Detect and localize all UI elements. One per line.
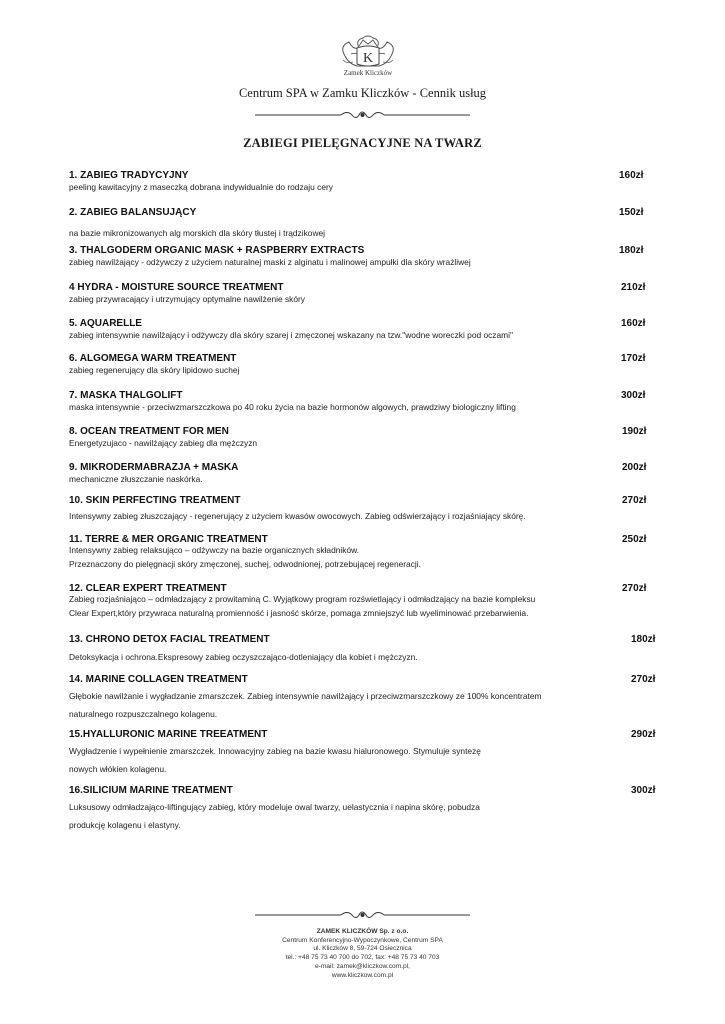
treatment-description: Głębokie nawilżanie i wygładzanie zmarszczek. Zabieg intensywnie nawilżający i przeciwzmarszczkowy ze 100% koncentratem xyxy=(69,691,542,701)
treatment-price: 170zł xyxy=(621,353,646,364)
treatment-price: 190zł xyxy=(622,426,647,437)
treatment-item xyxy=(69,462,659,484)
treatment-name: 1. ZABIEG TRADYCYJNY xyxy=(69,170,189,181)
ornament-divider-bottom xyxy=(255,908,470,922)
treatment-description: naturalnego rozpuszczalnego kolagenu. xyxy=(69,709,218,719)
logo-caption: Zamek Kliczków xyxy=(343,69,393,77)
treatment-description: maska intensywnie - przeciwzmarszczkowa po 40 roku życia na bazie hormonów algowych, prawdziwy biologiczny lifting xyxy=(69,402,516,412)
treatment-name: 7. MASKA THALGOLIFT xyxy=(69,390,183,401)
treatment-price: 200zł xyxy=(622,462,647,473)
treatment-name: 9. MIKRODERMABRAZJA + MASKA xyxy=(69,462,239,473)
treatment-description: peeling kawitacyjny z maseczką dobrana indywidualnie do rodzaju cery xyxy=(69,182,333,192)
treatment-description: Wygładzenie i wypełnienie zmarszczek. Innowacyjny zabieg na bazie kwasu hialuronowego. Stymuluje syntezę xyxy=(69,746,481,756)
treatment-price: 300zł xyxy=(621,390,646,401)
treatment-item xyxy=(69,318,659,340)
treatment-item xyxy=(69,583,659,618)
treatment-name: 11. TERRE & MER ORGANIC TREATMENT xyxy=(69,534,268,545)
treatment-description: Clear Expert,który przywraca naturalną promienność i jasność skórze, pomaga zmniejszyć lub wyeliminować przebarwienia. xyxy=(69,608,529,618)
treatment-price: 250zł xyxy=(622,534,647,545)
treatment-price: 270zł xyxy=(631,674,656,685)
treatment-description: Zabieg rozjaśniająco – odmładzający z prowitaminą C. Wyjątkowy program rozświetlający i odmładzający na bazie kompleksu xyxy=(69,594,536,604)
treatment-item xyxy=(69,207,659,238)
treatment-name: 14. MARINE COLLAGEN TREATMENT xyxy=(69,674,248,685)
treatment-item xyxy=(69,353,659,375)
treatment-item xyxy=(69,729,659,774)
treatment-price: 270zł xyxy=(622,495,647,506)
treatment-description: Intensywny zabieg relaksująco – odżywczy na bazie organicznych składników. xyxy=(69,545,360,555)
treatment-name: 6. ALGOMEGA WARM TREATMENT xyxy=(69,353,237,364)
footer-phone: tel.: +48 75 73 40 700 do 702, fax: +48 75 73 40 703 xyxy=(285,954,440,962)
treatment-price: 290zł xyxy=(631,729,656,740)
footer-email[interactable]: e-mail: zamek@kliczkow.com.pl, xyxy=(315,962,410,970)
treatment-name: 4 HYDRA - MOISTURE SOURCE TREATMENT xyxy=(69,282,284,293)
treatment-item xyxy=(69,534,659,569)
footer-line: Centrum Konferencyjno-Wypoczynkowe, Centrum SPA xyxy=(282,936,443,944)
footer-address: ul. Kliczków 8, 59-724 Osiecznica xyxy=(313,945,412,953)
treatment-name: 2. ZABIEG BALANSUJĄCY xyxy=(69,207,197,218)
footer-company: ZAMEK KLICZKÓW Sp. z o.o. xyxy=(316,928,409,935)
treatment-name: 12. CLEAR EXPERT TREATMENT xyxy=(69,583,227,594)
svg-text:K: K xyxy=(362,51,374,66)
section-title: ZABIEGI PIELĘGNACYJNE NA TWARZ xyxy=(243,136,482,150)
treatment-description: Intensywny zabieg złuszczający - regenerujący z użyciem kwasów owocowych. Zabieg odświerzający i rozjaśniający skórę. xyxy=(69,511,526,521)
treatment-name: 15.HYALLURONIC MARINE TREEATMENT xyxy=(69,729,268,740)
treatment-description: Przeznaczony do pielęgnacji skóry zmęczonej, suchej, odwodnionej, potrzebującej regeneracji. xyxy=(69,559,421,569)
treatment-item xyxy=(69,282,659,304)
treatment-price: 270zł xyxy=(622,583,647,594)
treatment-description: zabieg intensywnie nawilżający i odżywczy dla skóry szarej i zmęczonej wskazany na tzw."wodne woreczki pod oczami" xyxy=(69,330,513,340)
treatment-item xyxy=(69,170,659,192)
treatment-price: 300zł xyxy=(631,785,656,796)
treatment-item xyxy=(69,495,659,521)
treatment-price: 160zł xyxy=(621,318,646,329)
treatment-description: zabieg regenerujący dla skóry lipidowo suchej xyxy=(69,365,240,375)
treatment-item xyxy=(69,245,659,267)
treatment-description: na bazie mikronizowanych alg morskich dla skóry tłustej i trądzikowej xyxy=(69,228,326,238)
treatment-description: Luksusowy odmładzająco-liftingujący zabieg, który modeluje owal twarzy, uelastycznia i napina skórę, pobudza xyxy=(69,802,480,812)
treatment-description: produkcję kolagenu i elastyny. xyxy=(69,820,181,830)
treatment-price: 150zł xyxy=(619,207,644,218)
footer-website[interactable]: www.kliczkow.com.pl xyxy=(331,971,394,979)
treatment-name: 13. CHRONO DETOX FACIAL TREATMENT xyxy=(69,634,270,645)
treatment-name: 8. OCEAN TREATMENT FOR MEN xyxy=(69,426,229,437)
treatment-price: 180zł xyxy=(619,245,644,256)
treatment-description: zabieg przywracający i utrzymujący optymalne nawilżenie skóry xyxy=(69,294,305,304)
page-title: Centrum SPA w Zamku Kliczków - Cennik usług xyxy=(238,86,487,100)
treatment-item xyxy=(69,426,659,448)
footer-contact xyxy=(0,928,725,980)
treatment-description: Energetyzujaco - nawilżający zabieg dla mężczyzn xyxy=(69,438,258,448)
treatment-description: Detoksykacja i ochrona.Ekspresowy zabieg oczyszczająco-dotleniający dla kobiet i mężczyzn. xyxy=(69,652,418,662)
treatment-item xyxy=(69,634,659,662)
treatment-name: 16.SILICIUM MARINE TREATMENT xyxy=(69,785,233,796)
treatment-item xyxy=(69,785,659,830)
treatment-description: mechaniczne złuszczanie naskórka. xyxy=(69,474,203,484)
ornament-divider-top xyxy=(255,108,470,122)
treatment-item xyxy=(69,390,659,412)
treatment-description: zabieg nawilżający - odżywczy z użyciem naturalnej maski z alginatu i malinowej ampułki dla skóry wrażliwej xyxy=(69,257,471,267)
treatment-name: 3. THALGODERM ORGANIC MASK + RASPBERRY EXTRACTS xyxy=(69,245,365,256)
treatment-name: 5. AQUARELLE xyxy=(69,318,142,329)
treatment-item xyxy=(69,674,659,719)
treatment-description: nowych włókien kolagenu. xyxy=(69,764,167,774)
treatment-price: 180zł xyxy=(631,634,656,645)
treatment-price: 210zł xyxy=(621,282,646,293)
treatment-name: 10. SKIN PERFECTING TREATMENT xyxy=(69,495,241,506)
treatment-price: 160zł xyxy=(619,170,644,181)
